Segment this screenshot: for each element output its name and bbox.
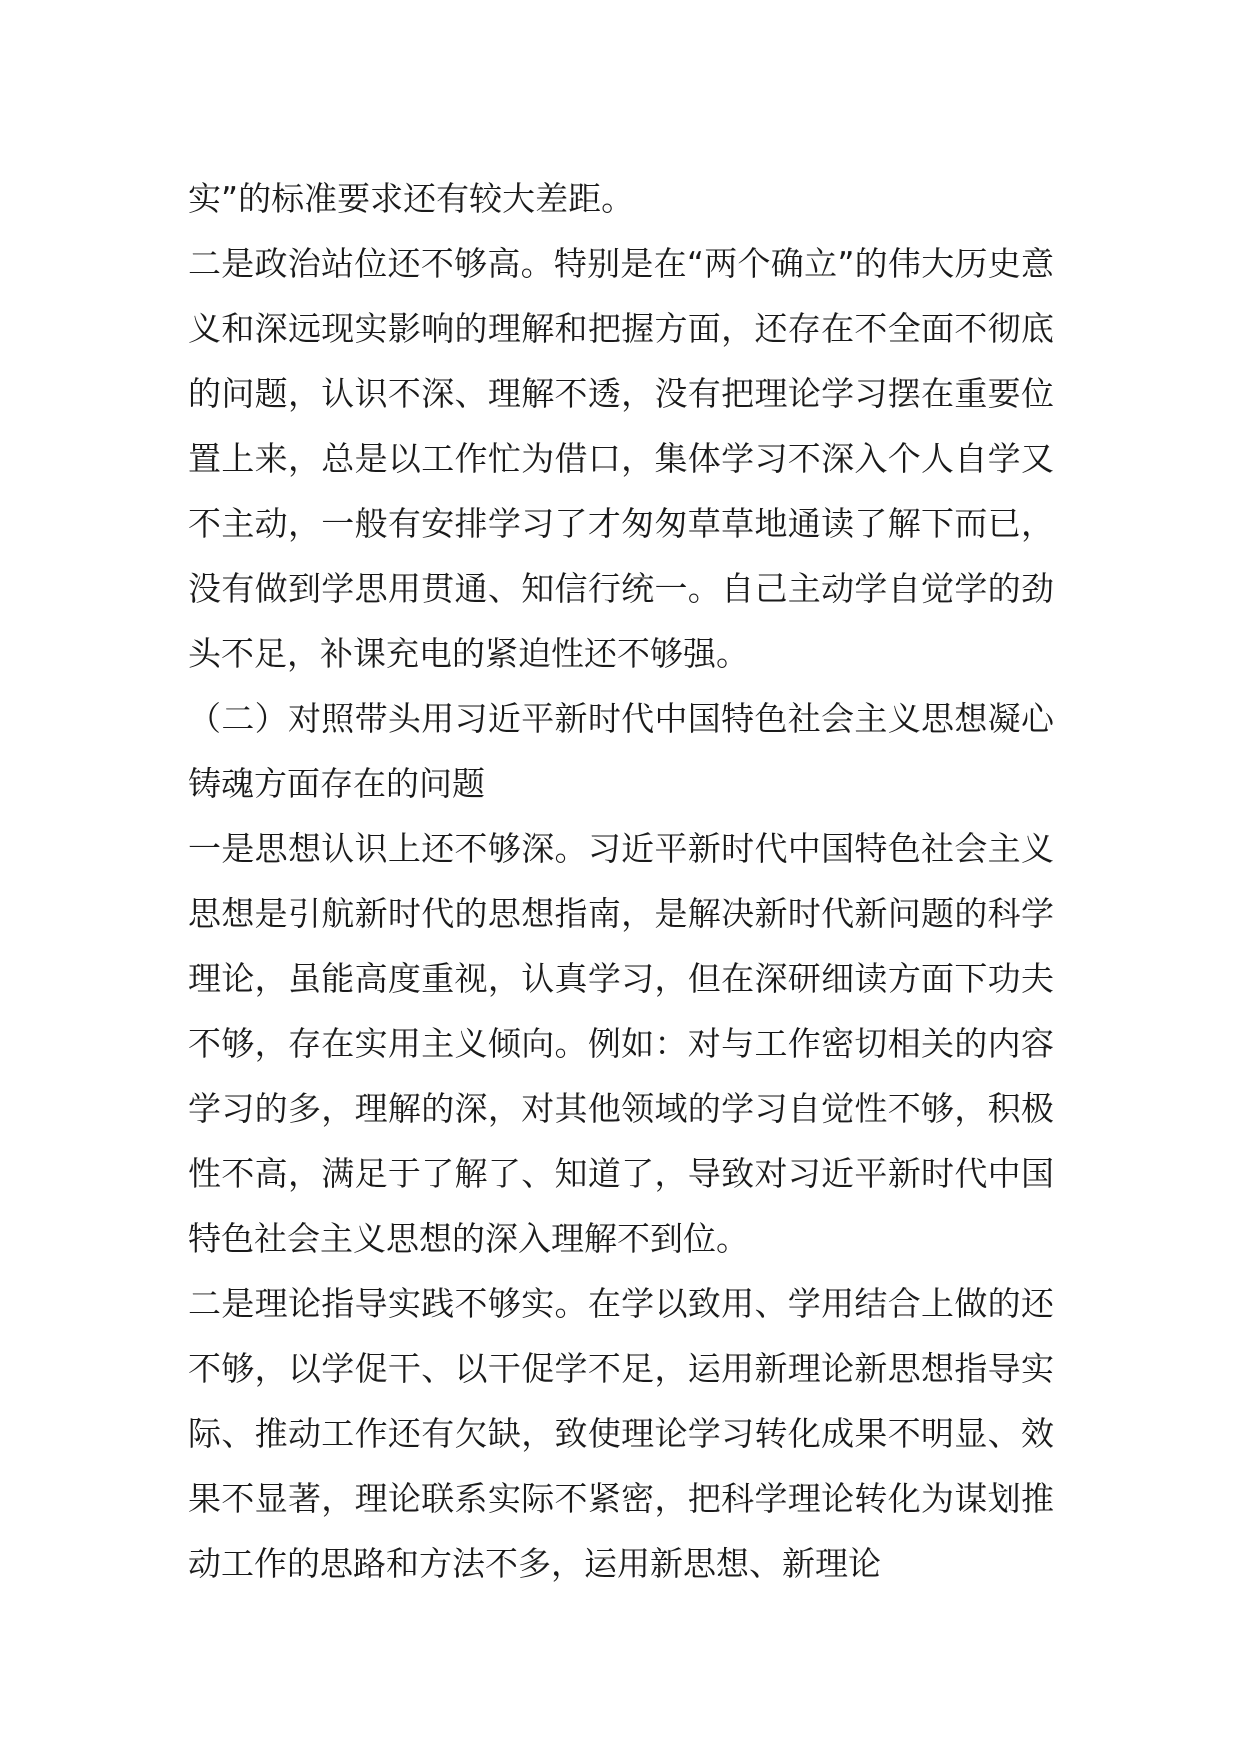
paragraph-political-stance: 二是政治站位还不够高。特别是在“两个确立”的伟大历史意义和深远现实影响的理解和把握方面，还存在不全面不彻底的问题，认识不深、理解不透，没有把理论学习摆在重要位置上来，总是以工作忙为借口，集体学习不深入个人自学又不主动，一般有安排学习了才匆匆草草地通读了解下而已，没有做到学思用贯通、知信行统一。自己主动学自觉学的劲头不足，补课充电的紧迫性还不够强。 [188, 244, 1054, 673]
paragraph-theory-practice: 二是理论指导实践不够实。在学以致用、学用结合上做的还不够，以学促干、以干促学不足，运用新理论新思想指导实际、推动工作还有欠缺，致使理论学习转化成果不明显、效果不显著，理论联系实际不紧密，把科学理论转化为谋划推动工作的思路和方法不多，运用新思想、新理论 [188, 1284, 1054, 1583]
section-heading: （二）对照带头用习近平新时代中国特色社会主义思想凝心铸魂方面存在的问题 [188, 699, 1054, 803]
document-body [188, 166, 1054, 1596]
paragraph-continuation: 实”的标准要求还有较大差距。 [188, 179, 635, 218]
paragraph-ideological-understanding: 一是思想认识上还不够深。习近平新时代中国特色社会主义思想是引航新时代的思想指南，是解决新时代新问题的科学理论，虽能高度重视，认真学习，但在深研细读方面下功夫不够，存在实用主义倾向。例如：对与工作密切相关的内容学习的多，理解的深，对其他领域的学习自觉性不够，积极性不高，满足于了解了、知道了，导致对习近平新时代中国特色社会主义思想的深入理解不到位。 [188, 829, 1054, 1258]
